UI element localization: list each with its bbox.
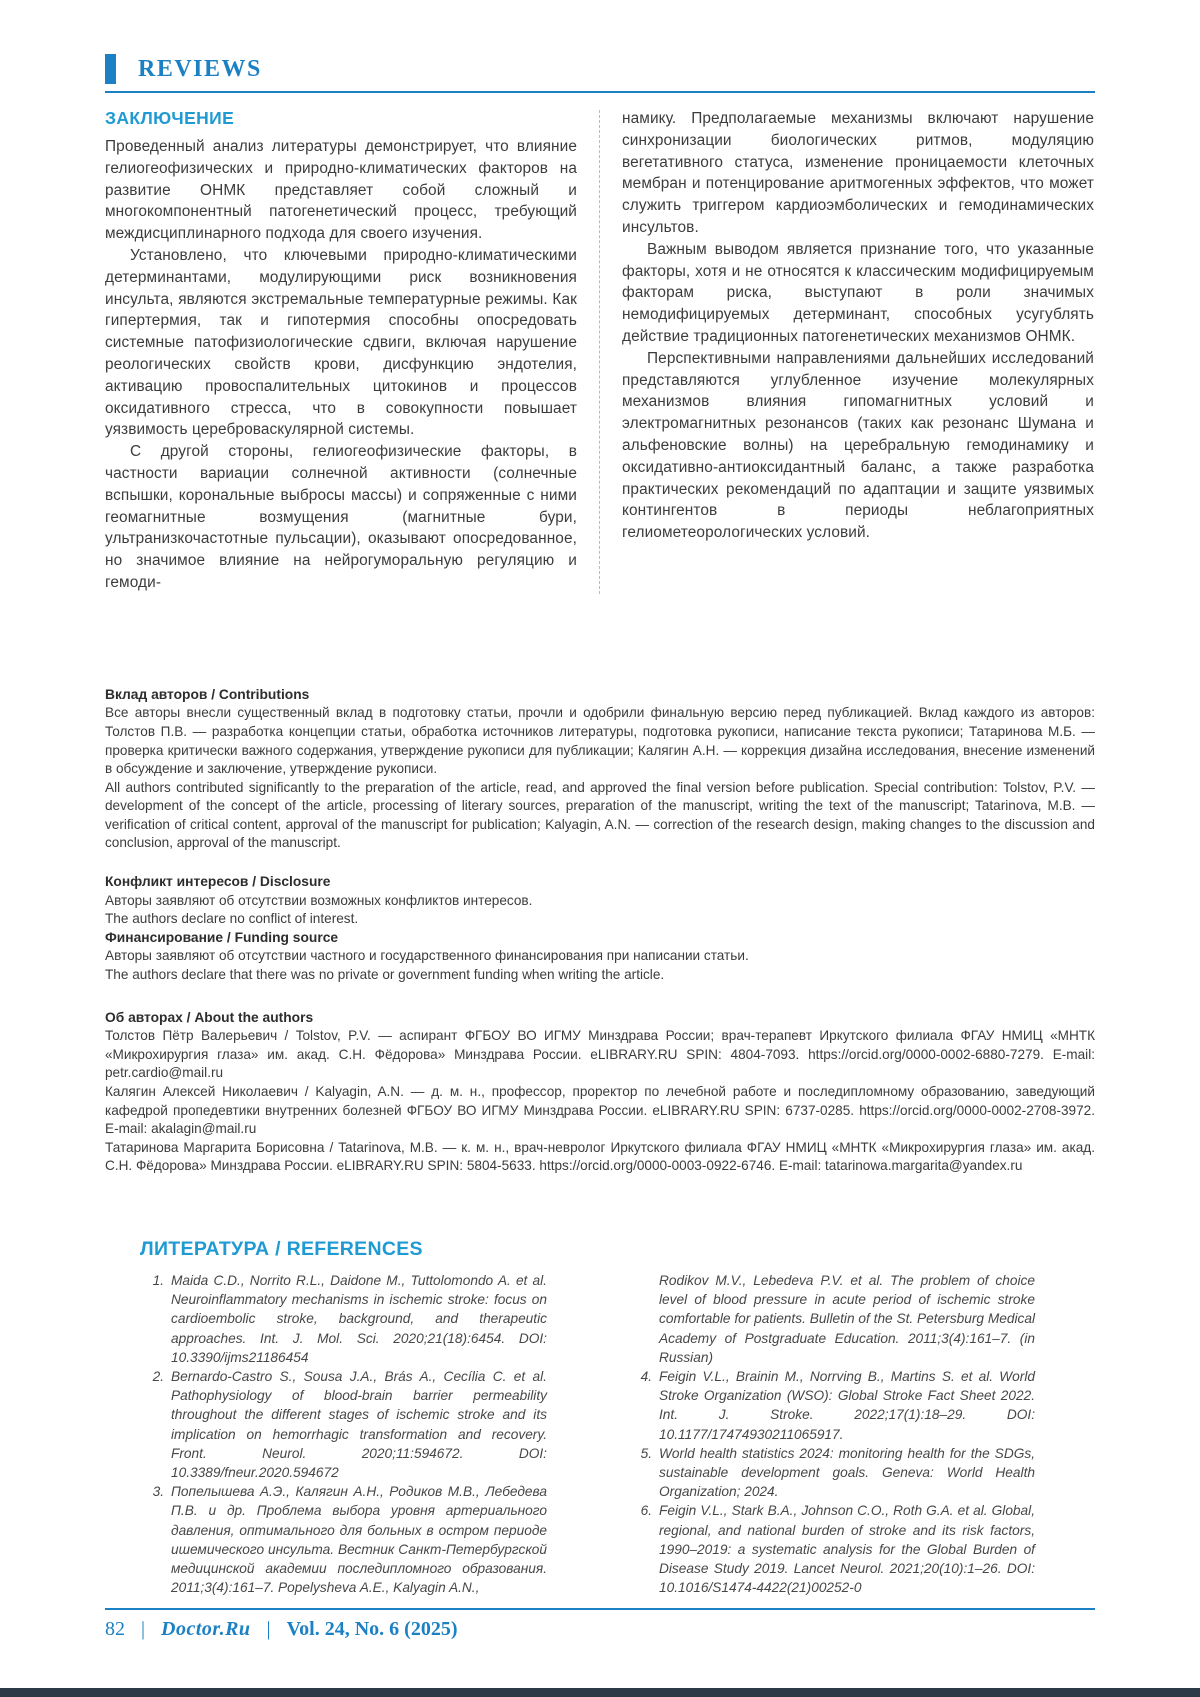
reference-number: 3. [152, 1484, 164, 1500]
reference-number: 1. [152, 1272, 164, 1288]
issue-label: Vol. 24, No. 6 (2025) [286, 1618, 458, 1640]
accent-bar-icon [105, 54, 116, 84]
references-columns [140, 1271, 1035, 1597]
references-section [105, 1238, 1035, 1597]
conclusion-paragraph: намику. Предполагаемые механизмы включают нарушение синхронизации биологических ритмов, модуляцию вегетативного статуса, изменение проницаемости клеточных мембран и потенцирование аритмогенных эффектов, что может служить триггером кардиоэмболических и гемодинамических инсультов. [622, 110, 1094, 236]
reference-item [628, 1501, 1035, 1597]
running-head [105, 54, 1095, 84]
conclusion-column-left [105, 108, 577, 594]
reference-item [140, 1271, 547, 1367]
conclusion-section [105, 108, 1095, 594]
reference-text: Попелышева А.Э., Калягин А.Н., Родиков М.В., Лебедева П.В. и др. Проблема выбора уровня артериального давления, оптимального для больных в остром периоде ишемического инсульта. Вестник Санкт-Петербургской медицинской академии последипломного образования. 2011;3(4):161–7. Popelysheva A.E., Kalyagin A.N., [171, 1484, 547, 1596]
reference-number: 5. [640, 1445, 652, 1461]
reference-number: 2. [152, 1369, 164, 1384]
reference-item-continuation [628, 1271, 1035, 1367]
header-rule [105, 91, 1095, 93]
disclosure-heading: Конфликт интересов / Disclosure [105, 874, 331, 890]
conclusion-paragraph: Перспективными направлениями дальнейших исследований представляются углубленное изучение молекулярных механизмов влияния гипомагнитных условий и электромагнитных резонансов (таких как резонанс Шумана и альфеновские волны) на церебральную гемодинамику и оксидативно-антиоксидантный баланс, а также разработка практических рекомендаций по адаптации и защите уязвимых контингентов в периоды неблагоприятных гелиометеорологических условий. [622, 349, 1094, 542]
page-number: 82 [105, 1618, 125, 1640]
author-bio: Калягин Алексей Николаевич / Kalyagin, A.N. — д. м. н., профессор, проректор по лечебной работе и последипломному образованию, заведующий кафедрой пропедевтики внутренних болезней ФГБОУ ВО ИГМУ Минздрава России. eLIBRARY.RU SPIN: 6737-0285. https://orcid.org/0000-0002-2708-3972. E-mail: akalagin@mail.ru [105, 1084, 1095, 1137]
reference-text: Rodikov M.V., Lebedeva P.V. et al. The problem of choice level of blood pressure in acute period of ischemic stroke comfortable for patients. Bulletin of the St. Petersburg Medical Academy of Postgraduate Education. 2011;3(4):161–7. (in Russian) [659, 1272, 1035, 1365]
column-divider [599, 110, 600, 594]
funding-text-ru: Авторы заявляют об отсутствии частного и государственного финансирования при написании статьи. [105, 948, 749, 964]
funding-text-en: The authors declare that there was no private or government funding when writing the article. [105, 967, 665, 983]
conclusion-column-right [622, 108, 1094, 594]
conclusion-paragraph: Важным выводом является признание того, что указанные факторы, хотя и не относятся к классическим модифицируемым факторам риска, выступают в роли значимых немодифицируемых детерминант, способных усугублять действие традиционных патогенетических механизмов ОНМК. [622, 240, 1094, 345]
author-bio: Татаринова Маргарита Борисовна / Tatarinova, M.B. — к. м. н., врач-невролог Иркутского филиала ФГАУ НМИЦ «МНТК «Микрохирургия глаза» им. акад. С.Н. Фёдорова» Минздрава России. eLIBRARY.RU SPIN: 5804-5633. https://orcid.org/0000-0003-0922-6746. E-mail: tatarinowa.margarita@yandex.ru [105, 1139, 1095, 1174]
about-authors-heading: Об авторах / About the authors [105, 1009, 314, 1025]
conclusion-paragraph: Установлено, что ключевыми природно-климатическими детерминантами, модулирующими риск возникновения инсульта, являются экстремальные температурные режимы. Как гипертермия, так и гипотермия способны опосредовать системные патофизиологические сдвиги, включая нарушение реологических свойств крови, дисфункцию эндотелия, активацию провоспалительных цитокинов и процессов оксидативного стресса, что в совокупности повышает уязвимость цереброваскулярной системы. [105, 246, 577, 439]
funding-heading: Финансирование / Funding source [105, 929, 339, 945]
contributions-text-ru: Все авторы внесли существенный вклад в подготовку статьи, прочли и одобрили финальную версию перед публикацией. Вклад каждого из авторов: Толстов П.В. — разработка концепции статьи, обработка источников литературы, подготовка рукописи, написание текста рукописи; Татаринова М.Б. — проверка критически важного содержания, утверждение рукописи для публикации; Калягин А.Н. — коррекция дизайна исследования, внесение изменений в обсуждение и заключение, утверждение рукописи. [105, 705, 1095, 777]
references-column-right [628, 1271, 1035, 1597]
conclusion-paragraph: С другой стороны, гелиогеофизические факторы, в частности вариации солнечной активности (солнечные вспышки, корональные выбросы массы) и сопряженные с ними геомагнитные возмущения (магнитные бури, ультранизкочастотные пульсации), оказывают опосредованное, но значимое влияние на нейрогуморальную регуляцию и гемоди- [105, 443, 577, 591]
journal-logo: Doctor.Ru [161, 1618, 251, 1640]
reference-item [628, 1367, 1035, 1444]
reference-item [628, 1444, 1035, 1502]
references-column-left [140, 1271, 547, 1597]
contributions-heading: Вклад авторов / Contributions [105, 686, 310, 702]
reference-item [140, 1367, 547, 1482]
reference-number [628, 1271, 659, 1367]
disclosure-text-ru: Авторы заявляют об отсутствии возможных конфликтов интересов. [105, 892, 533, 908]
contributions-text-en: All authors contributed significantly to the preparation of the article, read, and approved the final version before publication. Special contribution: Tolstov, P.V. — development of the concept of the article, processing of literary sources, preparation of the manuscript, writing the text of the manuscript; Tatarinova, M.B. — verification of critical content, approval of the manuscript for publication; Kalyagin, A.N. — correction of the research design, making changes to the discussion and conclusion, approval of the manuscript. [105, 779, 1095, 851]
footer-separator: | [141, 1618, 146, 1640]
conclusion-heading: ЗАКЛЮЧЕНИЕ [105, 108, 235, 128]
reference-number: 4. [640, 1369, 652, 1384]
bottom-page-bar [0, 1688, 1200, 1697]
about-authors-section [105, 1009, 1095, 1176]
funding-section [105, 929, 1095, 985]
reference-text: Maida C.D., Norrito R.L., Daidone M., Tuttolomondo A. et al. Neuroinflammatory mechanisms in ischemic stroke: focus on cardioembolic stroke, background, and therapeutic approaches. Int. J. Mol. Sci. 2020;21(18):6454. DOI: 10.3390/ijms21186454 [171, 1272, 547, 1365]
disclosure-text-en: The authors declare no conflict of interest. [105, 911, 359, 927]
reference-number: 6. [640, 1503, 652, 1519]
reference-text: Feigin V.L., Brainin M., Norrving B., Martins S. et al. World Stroke Organization (WSO): Global Stroke Fact Sheet 2022. Int. J. Stroke. 2022;17(1):18–29. DOI: 10.1177/17474930211065917. [659, 1369, 1035, 1442]
section-label: REVIEWS [138, 55, 262, 82]
author-bio: Толстов Пётр Валерьевич / Tolstov, P.V. — аспирант ФГБОУ ВО ИГМУ Минздрава России; врач-терапевт Иркутского филиала ФГАУ НМИЦ «МНТК «Микрохирургия глаза» им. акад. С.Н. Фёдорова» Минздрава России. eLIBRARY.RU SPIN: 4804-7093. https://orcid.org/0000-0002-6880-7279. E-mail: petr.cardio@mail.ru [105, 1028, 1095, 1081]
footer-rule [105, 1608, 1095, 1610]
reference-text: Bernardo-Castro S., Sousa J.A., Brás A., Cecília C. et al. Pathophysiology of blood-brain barrier permeability throughout the different stages of ischemic stroke and its implication on hemorrhagic transformation and recovery. Front. Neurol. 2020;11:594672. DOI: 10.3389/fneur.2020.594672 [171, 1369, 547, 1481]
contributions-section [105, 686, 1095, 853]
reference-text: World health statistics 2024: monitoring health for the SDGs, sustainable development goals. Geneva: World Health Organization; 2024. [659, 1445, 1035, 1500]
footer [105, 1618, 458, 1641]
reference-item [140, 1482, 547, 1597]
disclosure-section [105, 873, 1095, 929]
reference-text: Feigin V.L., Stark B.A., Johnson C.O., Roth G.A. et al. Global, regional, and national burden of stroke and its risk factors, 1990–2019: a systematic analysis for the Global Burden of Disease Study 2019. Lancet Neurol. 2021;20(10):1–26. DOI: 10.1016/S1474-4422(21)00252-0 [659, 1503, 1035, 1596]
references-heading: ЛИТЕРАТУРА / REFERENCES [140, 1237, 423, 1260]
footer-separator: | [266, 1618, 271, 1640]
conclusion-paragraph: Проведенный анализ литературы демонстрирует, что влияние гелиогеофизических и природно-климатических факторов на развитие ОНМК представляет собой сложный и многокомпонентный патогенетический процесс, требующий междисциплинарного подхода для своего изучения. [105, 138, 577, 243]
